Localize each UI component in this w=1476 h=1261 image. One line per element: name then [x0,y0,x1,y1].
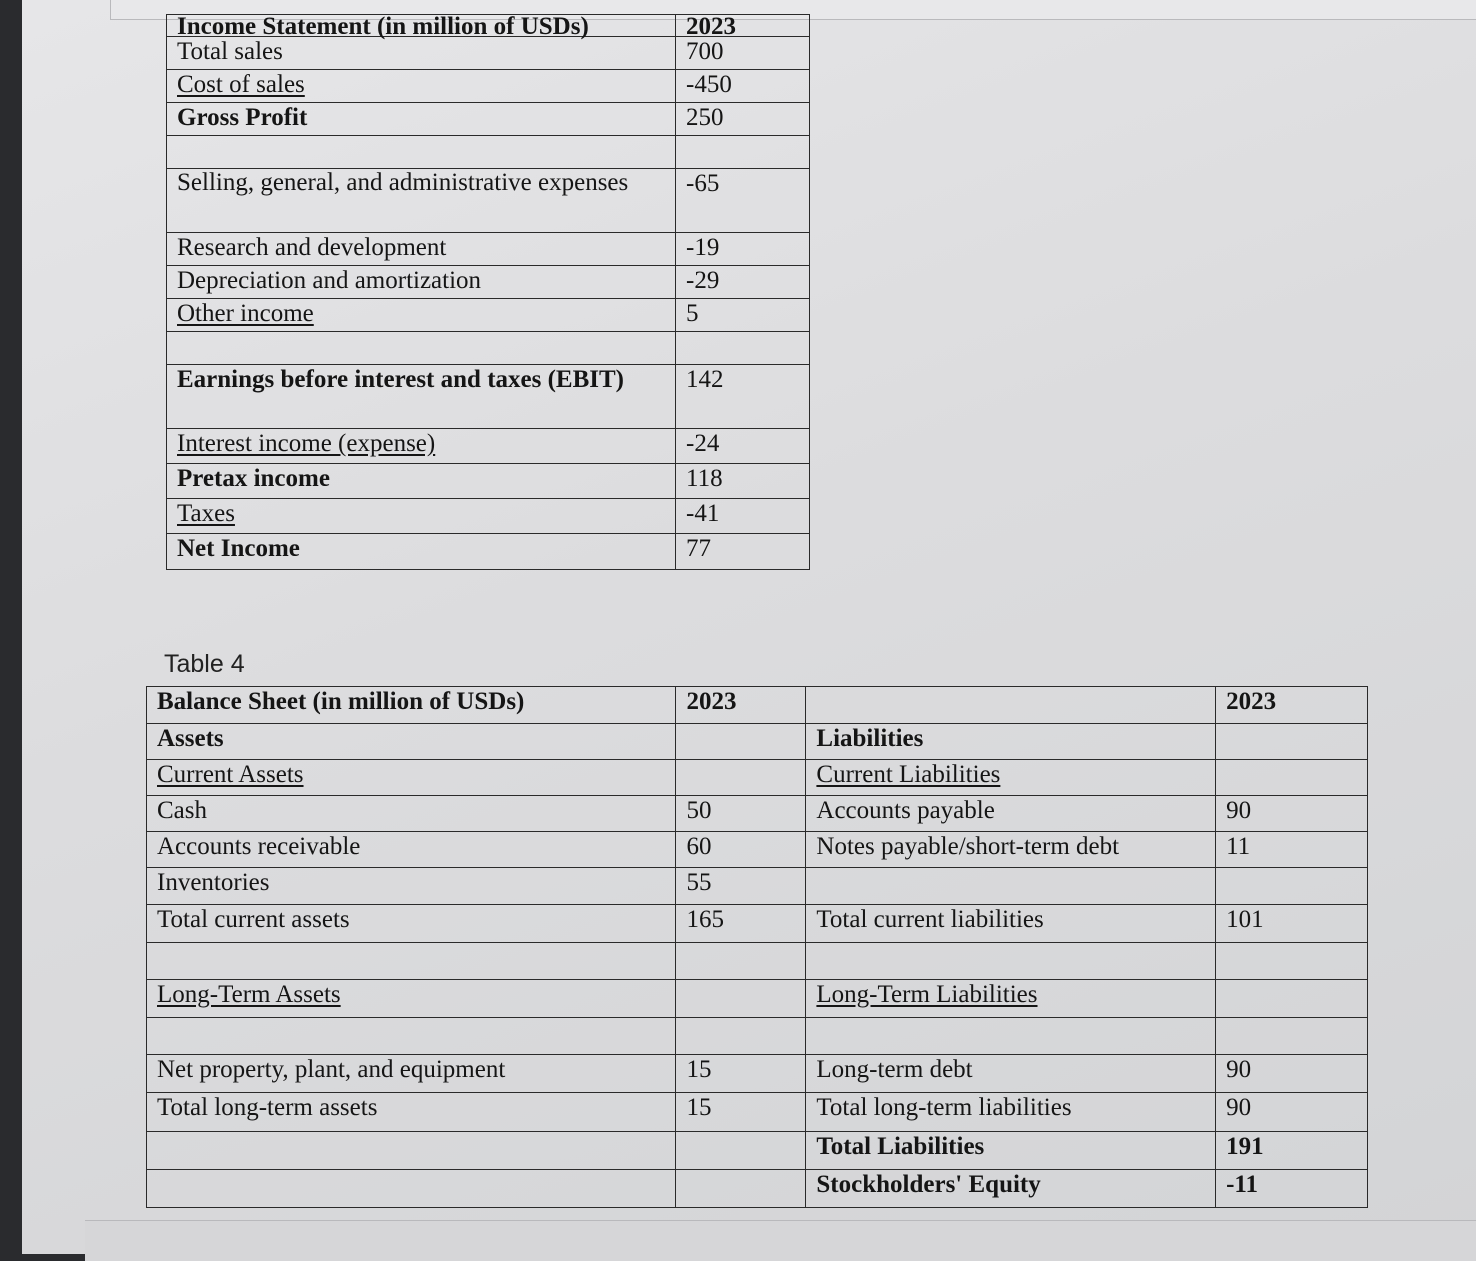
income-statement-table [166,14,810,570]
row-label: Pretax income [167,464,676,499]
table-row [167,499,810,534]
table-row [167,103,810,136]
asset-value: 50 [676,796,806,832]
row-value: -29 [676,266,810,299]
asset-value [676,1132,806,1170]
liability-label [806,943,1216,980]
row-label [167,136,676,169]
asset-value: 15 [676,1093,806,1132]
asset-value: 55 [676,868,806,905]
table-row [167,332,810,365]
row-label: Taxes [167,499,676,534]
table-row [147,868,1368,905]
asset-label: Current Assets [147,760,676,796]
liability-value [1216,1018,1368,1055]
liability-value: 90 [1216,1093,1368,1132]
table-row [167,464,810,499]
row-value [676,136,810,169]
table-row [167,534,810,570]
row-value: -65 [676,169,810,233]
asset-label [147,1170,676,1208]
asset-label: Assets [147,724,676,760]
asset-value: 15 [676,1055,806,1093]
table-row [147,1055,1368,1093]
row-label: Other income [167,299,676,332]
row-label: Selling, general, and administrative expenses [167,169,676,233]
table-row [167,365,810,429]
table-row [167,299,810,332]
asset-value [676,1170,806,1208]
row-value: 700 [676,37,810,70]
liability-value [1216,760,1368,796]
liability-label: Notes payable/short-term debt [806,832,1216,868]
asset-value: 60 [676,832,806,868]
liability-value: -11 [1216,1170,1368,1208]
row-value [676,332,810,365]
liability-label [806,868,1216,905]
asset-label: Accounts receivable [147,832,676,868]
liability-value [1216,724,1368,760]
table-row [147,1018,1368,1055]
table-row [147,832,1368,868]
bottom-panel-edge [85,1220,1476,1261]
balance-header-blank [806,687,1216,724]
asset-label [147,1132,676,1170]
table-row [147,1093,1368,1132]
row-label: Earnings before interest and taxes (EBIT) [167,365,676,429]
liability-value [1216,943,1368,980]
liability-value: 191 [1216,1132,1368,1170]
asset-label: Inventories [147,868,676,905]
row-value: -450 [676,70,810,103]
table-row [147,1170,1368,1208]
liability-label: Total long-term liabilities [806,1093,1216,1132]
liability-value [1216,868,1368,905]
asset-label: Cash [147,796,676,832]
row-value: 5 [676,299,810,332]
liability-label: Total Liabilities [806,1132,1216,1170]
liability-label: Long-term debt [806,1055,1216,1093]
balance-header-year-assets: 2023 [676,687,806,724]
table-caption: Table 4 [164,650,245,678]
table-row [147,796,1368,832]
row-value: 250 [676,103,810,136]
income-header-year: 2023 [676,15,810,37]
row-label: Net Income [167,534,676,570]
balance-header-year-liabilities: 2023 [1216,687,1368,724]
row-label [167,332,676,365]
row-value: -41 [676,499,810,534]
table-header-row [147,687,1368,724]
asset-label: Total current assets [147,905,676,943]
table-row [147,760,1368,796]
table-row [147,980,1368,1018]
balance-sheet-table [146,686,1368,1208]
asset-label: Net property, plant, and equipment [147,1055,676,1093]
row-value: 118 [676,464,810,499]
liability-label: Stockholders' Equity [806,1170,1216,1208]
table-row [147,724,1368,760]
row-label: Depreciation and amortization [167,266,676,299]
table-row [147,943,1368,980]
liability-label: Total current liabilities [806,905,1216,943]
table-row [167,429,810,464]
row-label: Interest income (expense) [167,429,676,464]
row-label: Gross Profit [167,103,676,136]
asset-value [676,943,806,980]
row-label: Research and development [167,233,676,266]
table-row [147,905,1368,943]
asset-value [676,980,806,1018]
liability-label: Current Liabilities [806,760,1216,796]
asset-value: 165 [676,905,806,943]
asset-label [147,1018,676,1055]
row-value: 142 [676,365,810,429]
liability-label: Long-Term Liabilities [806,980,1216,1018]
balance-header-label: Balance Sheet (in million of USDs) [147,687,676,724]
liability-value: 90 [1216,1055,1368,1093]
liability-label: Liabilities [806,724,1216,760]
asset-value [676,724,806,760]
table-header-row [167,15,810,37]
row-label: Cost of sales [167,70,676,103]
table-row [167,37,810,70]
row-value: -19 [676,233,810,266]
liability-value [1216,980,1368,1018]
table-row [167,169,810,233]
liability-label [806,1018,1216,1055]
asset-value [676,1018,806,1055]
asset-label: Total long-term assets [147,1093,676,1132]
table-row [167,70,810,103]
asset-label: Long-Term Assets [147,980,676,1018]
asset-label [147,943,676,980]
income-header-label: Income Statement (in million of USDs) [167,15,676,37]
row-value: 77 [676,534,810,570]
table-row [147,1132,1368,1170]
table-row [167,233,810,266]
table-row [167,266,810,299]
table-row [167,136,810,169]
liability-value: 90 [1216,796,1368,832]
liability-label: Accounts payable [806,796,1216,832]
asset-value [676,760,806,796]
row-value: -24 [676,429,810,464]
liability-value: 101 [1216,905,1368,943]
liability-value: 11 [1216,832,1368,868]
row-label: Total sales [167,37,676,70]
